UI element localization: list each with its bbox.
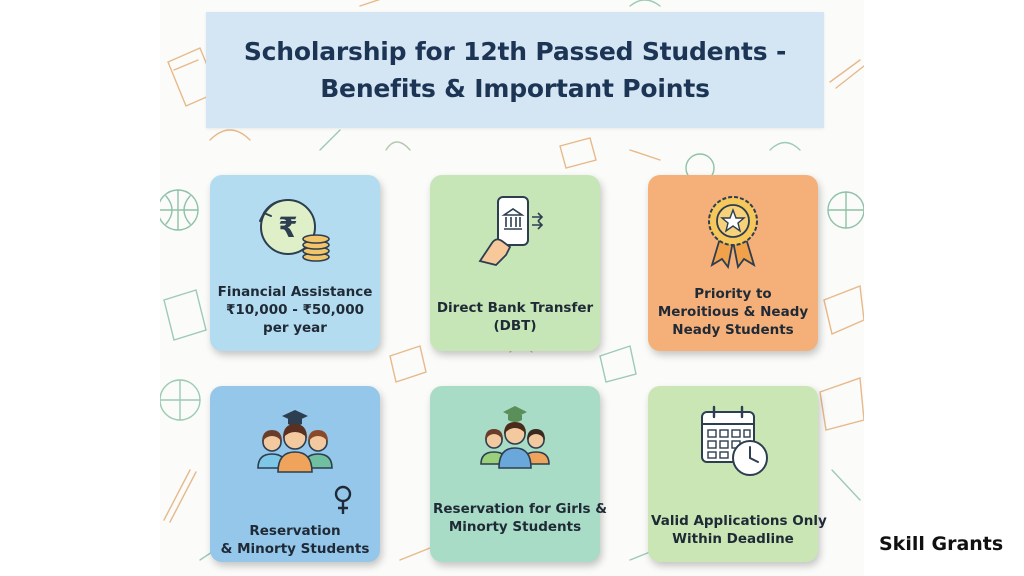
students-group-icon <box>470 402 560 482</box>
card-2-label <box>433 299 597 335</box>
card-financial-assistance <box>210 175 380 351</box>
card-4-line-2: & Minorty Students <box>220 541 370 557</box>
card-5-label <box>433 500 607 536</box>
card-reservation-girls <box>430 386 607 562</box>
title-line-2: Benefits & Important Points <box>320 74 710 103</box>
card-direct-bank-transfer <box>430 175 600 351</box>
svg-text:₹: ₹ <box>278 211 298 244</box>
card-priority <box>648 175 818 351</box>
card-2-line-1: Direct Bank Transfer <box>436 300 594 316</box>
card-5-line-1: Reservation for Girls & <box>433 501 607 517</box>
card-3-line-2: Meroitious & Neady <box>657 304 809 320</box>
calendar-clock-icon <box>688 402 778 482</box>
rupee-coins-icon <box>250 191 340 271</box>
award-ribbon-icon <box>688 191 778 271</box>
female-symbol-icon <box>332 484 354 516</box>
infographic-canvas <box>160 0 864 576</box>
mobile-bank-transfer-icon <box>470 191 560 271</box>
card-3-label <box>651 285 815 339</box>
card-1-line-2: ₹10,000 - ₹50,000 <box>226 302 364 318</box>
card-reservation-minority <box>210 386 380 562</box>
card-5-line-2: Minorty Students <box>448 519 582 535</box>
card-3-line-3: Neady Students <box>672 322 794 338</box>
card-4-line-1: Reservation <box>249 523 341 539</box>
card-3-line-1: Priority to <box>694 286 772 302</box>
students-female-icon <box>250 402 340 482</box>
card-6-label <box>651 512 827 548</box>
card-1-line-3: per year <box>263 320 327 336</box>
card-valid-applications <box>648 386 827 562</box>
card-1-label <box>213 283 377 337</box>
card-2-line-2: (DBT) <box>493 318 537 334</box>
card-4-label <box>213 522 377 558</box>
card-6-line-1: Valid Applications Only <box>651 513 827 529</box>
title-line-1: Scholarship for 12th Passed Students - <box>243 37 787 66</box>
title-banner <box>206 12 824 128</box>
brand-name: Skill Grants <box>879 533 1004 555</box>
card-1-line-1: Financial Assistance <box>217 284 373 300</box>
card-6-line-2: Within Deadline <box>672 531 794 547</box>
